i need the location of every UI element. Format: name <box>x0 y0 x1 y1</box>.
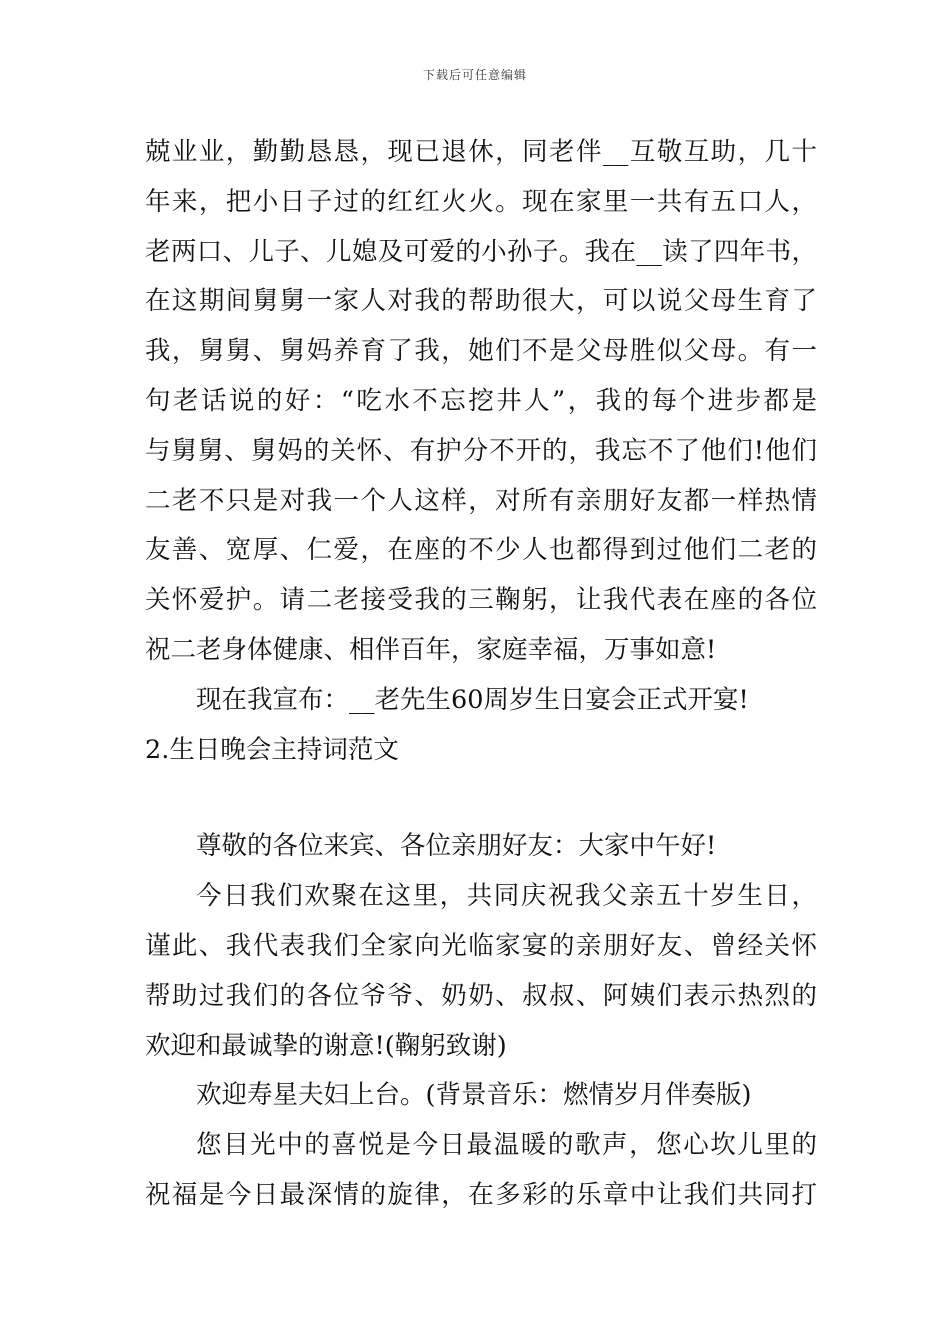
paragraph-2: 现在我宣布：__老先生60周岁生日宴会正式开宴! <box>196 684 749 715</box>
text-line: 欢迎和最诚挚的谢意!(鞠躬致谢) <box>145 1030 507 1061</box>
text-line: 祝福是今日最深情的旋律，在多彩的乐章中让我们共同打 <box>145 1179 817 1210</box>
text-line: 与舅舅、舅妈的关怀、有护分不开的，我忘不了他们!他们 <box>145 435 817 466</box>
paragraph-1 <box>145 128 817 676</box>
text-line: 今日我们欢聚在这里，共同庆祝我父亲五十岁生日， <box>196 881 817 912</box>
page-header: 下载后可任意编辑 <box>422 68 527 82</box>
text-line: 友善、宽厚、仁爱，在座的不少人也都得到过他们二老的 <box>145 535 817 566</box>
paragraph-5: 欢迎寿星夫妇上台。(背景音乐：燃情岁月伴奏版) <box>196 1080 752 1111</box>
paragraph-6 <box>145 1121 817 1221</box>
text-line: 谨此、我代表我们全家向光临家宴的亲朋好友、曾经关怀 <box>145 930 817 961</box>
document-body <box>145 128 817 1221</box>
section-heading: 2.生日晚会主持词范文 <box>145 734 399 765</box>
text-line: 您目光中的喜悦是今日最温暖的歌声，您心坎儿里的 <box>196 1130 817 1161</box>
text-line: 二老不只是对我一个人这样，对所有亲朋好友都一样热情 <box>145 485 817 516</box>
text-line: 帮助过我们的各位爷爷、奶奶、叔叔、阿姨们表示热烈的 <box>145 980 817 1011</box>
text-line: 兢业业，勤勤恳恳，现已退休，同老伴__互敬互助，几十 <box>145 137 817 167</box>
text-line: 老两口、儿子、儿媳及可爱的小孙子。我在__读了四年书， <box>145 236 817 267</box>
paragraph-3: 尊敬的各位来宾、各位亲朋好友：大家中午好! <box>196 831 717 862</box>
text-line: 在这期间舅舅一家人对我的帮助很大，可以说父母生育了 <box>145 286 817 317</box>
paragraph-4 <box>145 872 817 1071</box>
text-line: 关怀爱护。请二老接受我的三鞠躬，让我代表在座的各位 <box>145 585 817 616</box>
text-line: 祝二老身体健康、相伴百年，家庭幸福，万事如意! <box>145 634 717 665</box>
text-line: 我，舅舅、舅妈养育了我，她们不是父母胜似父母。有一 <box>145 336 817 367</box>
text-line: 句老话说的好：“吃水不忘挖井人”，我的每个进步都是 <box>145 385 817 416</box>
text-line: 年来，把小日子过的红红火火。现在家里一共有五口人， <box>145 186 817 217</box>
blank-space <box>145 775 817 822</box>
